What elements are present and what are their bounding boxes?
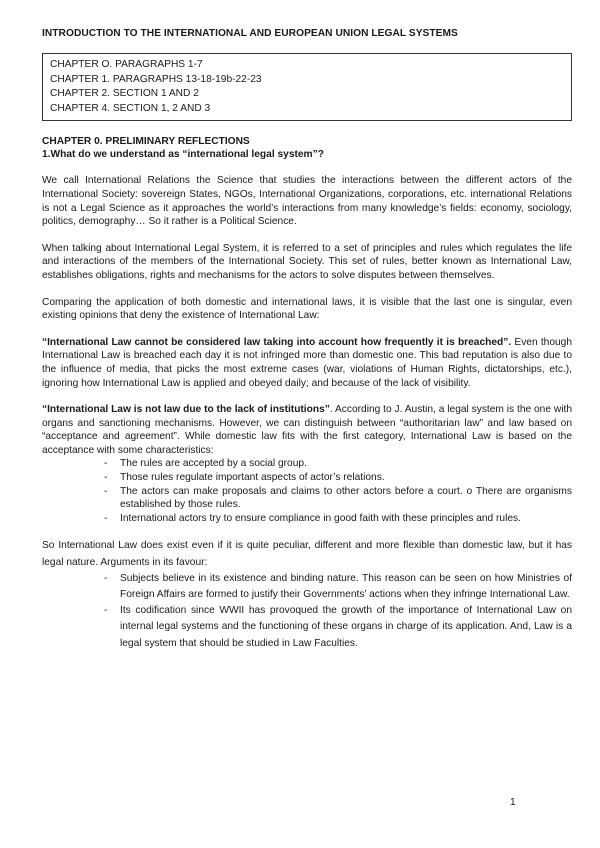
toc-line: CHAPTER 4. SECTION 1, 2 AND 3 [50, 102, 211, 114]
chapter-heading: CHAPTER 0. PRELIMINARY REFLECTIONS [42, 136, 250, 148]
toc-line: CHAPTER 2. SECTION 1 AND 2 [50, 88, 199, 100]
argument-body: Even though International Law is breached each day it is not infringed more than domestic one. This bad reputation is also due to the influence of media, that picks the most extreme cases (war, violations of Human Rights, dictatorships, etc.), ignoring how International Law is applied and obeyed daily; and because of the lack of visibility. [42, 336, 572, 389]
paragraph-institutions-argument [42, 403, 572, 457]
argument-lead: “International Law is not law due to the lack of institutions” [42, 404, 330, 416]
paragraph-international-relations: We call International Relations the Science that studies the interactions between the different actors of the International Society: sovereign States, NGOs, International Organizations, corporations, etc. international Relations is not a Legal Science as it approaches the world’s interactions from many knowledge’s fields: economy, sociology, politics, demography… So it rather is a Political Science. [42, 175, 572, 228]
question-heading: 1.What do we understand as “international legal system”? [42, 149, 324, 161]
page-number: 1 [510, 797, 516, 808]
list-item: - The rules are accepted by a social group. [120, 457, 572, 471]
chapter-reading-list [42, 53, 572, 121]
paragraph-comparison: Comparing the application of both domestic and international laws, it is visible that the last one is singular, even existing opinions that deny the existence of International Law: [42, 296, 572, 322]
characteristics-list [42, 457, 572, 525]
arguments-list [42, 571, 572, 652]
list-item: - International actors try to ensure compliance in good faith with these principles and rules. [120, 512, 572, 526]
list-item: - Its codification since WWII has provoqued the growth of the importance of International Law on internal legal systems and the functioning of these organs in charge of its application. And, Law is a legal system that should be studied in Law Faculties. [120, 603, 572, 652]
paragraph-breach-argument [42, 336, 572, 390]
document-page [42, 28, 572, 652]
list-item: - Those rules regulate important aspects of actor’s relations. [120, 471, 572, 485]
list-item: - The actors can make proposals and claims to other actors before a court. o There are organisms established by those rules. [120, 485, 572, 512]
toc-line: CHAPTER 1. PARAGRAPHS 13-18-19b-22-23 [50, 73, 262, 85]
document-title: INTRODUCTION TO THE INTERNATIONAL AND EUROPEAN UNION LEGAL SYSTEMS [42, 28, 458, 39]
list-item: - Subjects believe in its existence and binding nature. This reason can be seen on how Ministries of Foreign Affairs are formed to justify their Governments’ actions when they infringe International Law. [120, 571, 572, 603]
paragraph-legal-system: When talking about International Legal System, it is referred to a set of principles and rules which regulates the life and interactions of the members of the International Society. This set of rules, better known as International Law, establishes obligations, rights and mechanisms for the actors to solve disputes between themselves. [42, 242, 572, 281]
toc-line: CHAPTER O. PARAGRAPHS 1-7 [50, 59, 203, 70]
argument-lead: “International Law cannot be considered law taking into account how frequently it is breached”. [42, 336, 512, 348]
paragraph-conclusion: So International Law does exist even if it is quite peculiar, different and more flexible than domestic law, but it has legal nature. Arguments in its favour: [42, 540, 572, 568]
argument-body: . According to J. Austin, a legal system is the one with organs and sanctioning mechanisms. However, we can distinguish between “authoritarian law” and law based on “acceptance and agreement”. While domestic law fits with the first category, International Law is based on the acceptance with some characteristics: [42, 404, 572, 456]
